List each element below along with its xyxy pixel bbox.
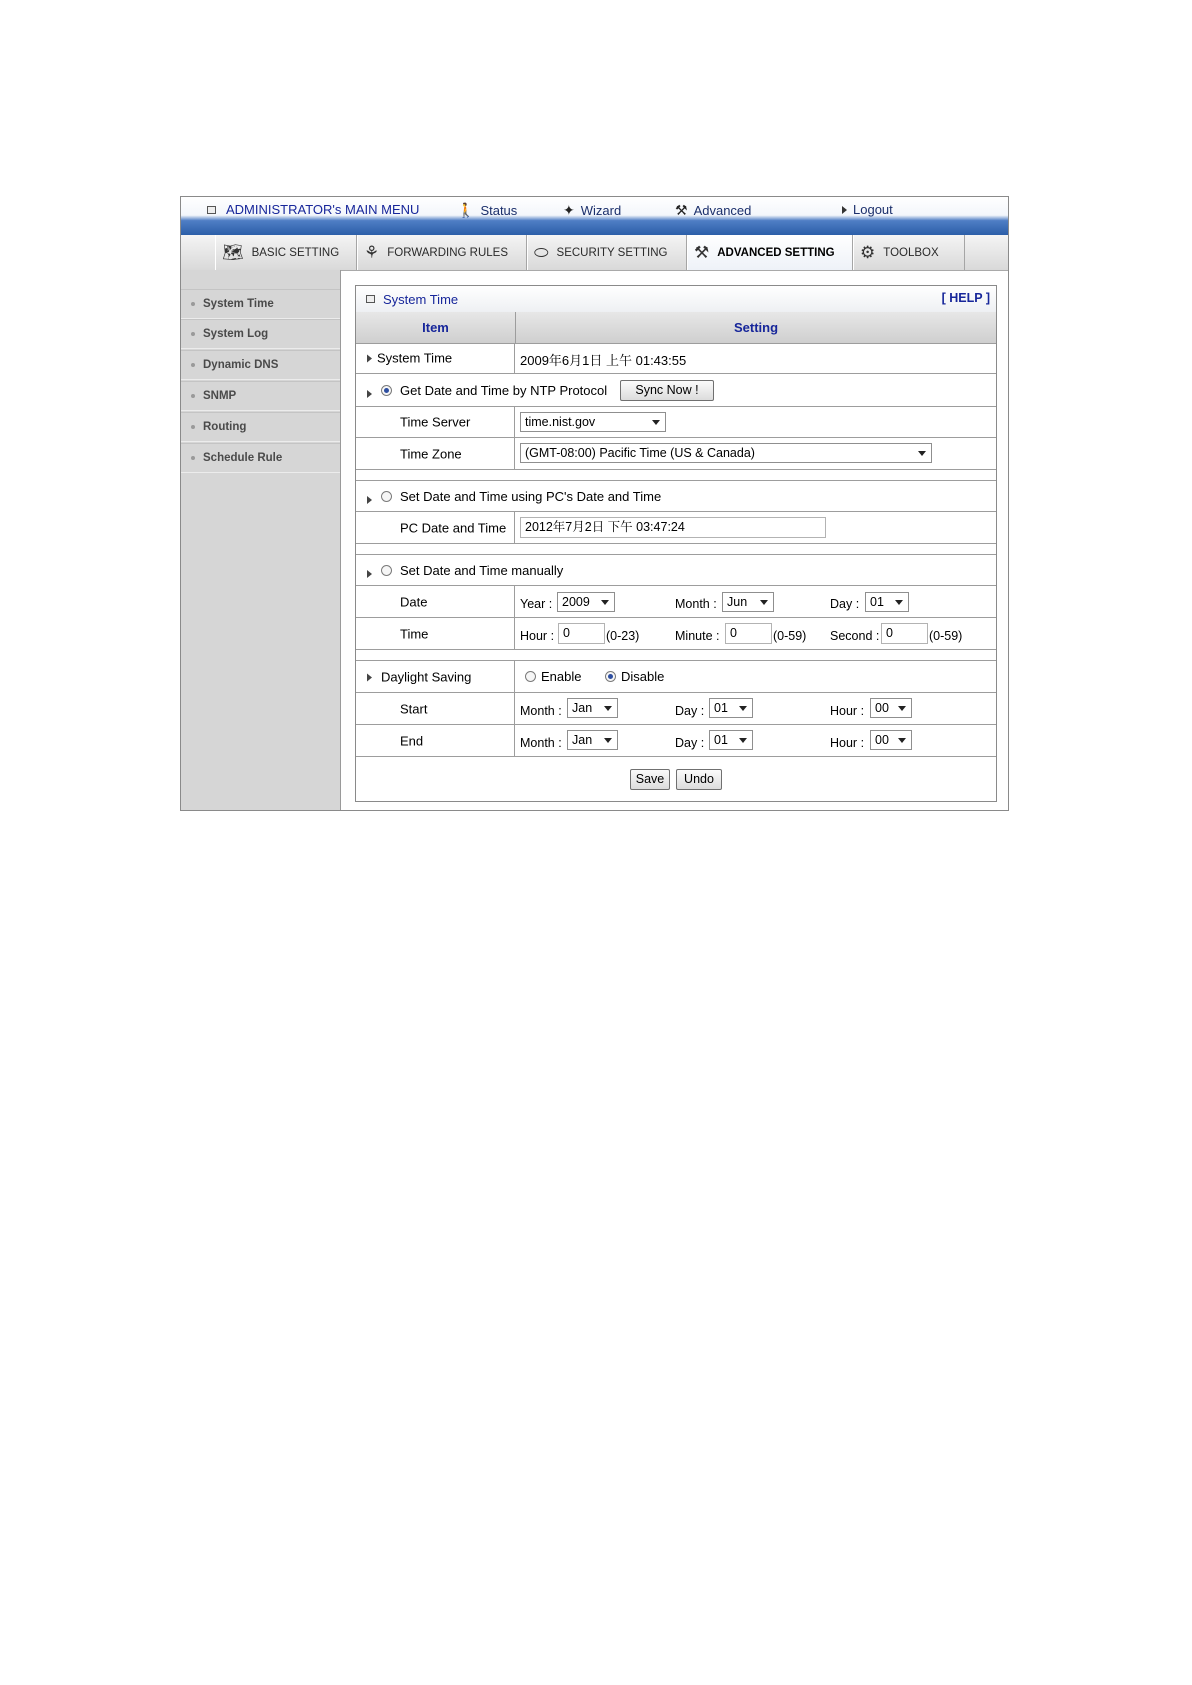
- time-zone-row: [356, 438, 996, 470]
- wizard-link[interactable]: ✦ Wizard: [563, 202, 622, 218]
- settings-tab-bar: [181, 235, 1008, 271]
- row-arrow-icon: [367, 496, 372, 504]
- ntp-label: Get Date and Time by NTP Protocol: [400, 383, 608, 398]
- ntp-radio[interactable]: [381, 385, 392, 396]
- chevron-down-icon: [739, 706, 747, 711]
- toolbox-icon: ⚙: [860, 242, 876, 262]
- start-day-label: Day :: [675, 704, 705, 718]
- logout-link[interactable]: Logout: [842, 202, 893, 217]
- chevron-down-icon: [918, 451, 926, 456]
- bullet-icon: [191, 425, 195, 429]
- daylight-disable-label: Disable: [621, 669, 665, 684]
- column-header: [356, 312, 996, 344]
- lock-icon: ⬭: [534, 242, 549, 262]
- sidebar-item-system-time[interactable]: System Time: [181, 289, 340, 319]
- year-select[interactable]: 2009: [557, 592, 615, 612]
- sidebar-item-snmp[interactable]: SNMP: [181, 381, 340, 411]
- chevron-down-icon: [601, 600, 609, 605]
- pc-time-radio[interactable]: [381, 491, 392, 502]
- help-link[interactable]: [ HELP ]: [941, 291, 990, 305]
- manual-label: Set Date and Time manually: [400, 563, 564, 578]
- start-day-select[interactable]: 01: [709, 698, 753, 718]
- undo-button[interactable]: Undo: [676, 769, 722, 790]
- col-setting-header: Setting: [733, 320, 779, 335]
- start-hour-select[interactable]: 00: [870, 698, 912, 718]
- end-hour-label: Hour :: [830, 736, 865, 750]
- pc-date-row: [356, 512, 996, 544]
- save-button[interactable]: Save: [630, 769, 670, 790]
- tab-basic-setting[interactable]: 🗺 BASIC SETTING: [215, 235, 357, 270]
- col-item-header: Item: [356, 312, 516, 343]
- chevron-down-icon: [739, 738, 747, 743]
- time-label: Time: [400, 626, 429, 641]
- chevron-down-icon: [895, 600, 903, 605]
- end-month-label: Month :: [520, 736, 562, 750]
- bullet-icon: [191, 302, 195, 306]
- daylight-start-row: [356, 693, 996, 725]
- status-link[interactable]: 🚶 Status: [457, 202, 518, 218]
- month-label: Month :: [675, 597, 717, 611]
- section-divider: [356, 650, 996, 661]
- system-time-value: 2009年6月1日 上午 01:43:55: [520, 353, 687, 368]
- tab-security-setting[interactable]: ⬭ SECURITY SETTING: [527, 235, 687, 270]
- manual-radio[interactable]: [381, 565, 392, 576]
- chevron-down-icon: [898, 706, 906, 711]
- bullet-icon: [191, 456, 195, 460]
- minute-range: (0-59): [773, 629, 807, 643]
- end-hour-select[interactable]: 00: [870, 730, 912, 750]
- main-menu-bar: [181, 197, 1008, 235]
- end-month-select[interactable]: Jan: [567, 730, 618, 750]
- minute-field[interactable]: 0: [725, 623, 772, 644]
- chevron-down-icon: [760, 600, 768, 605]
- logout-arrow-icon: [842, 206, 847, 214]
- end-label: End: [400, 733, 424, 748]
- tab-forwarding-rules[interactable]: ⚘ FORWARDING RULES: [357, 235, 527, 270]
- bullet-icon: [191, 363, 195, 367]
- pc-time-label: Set Date and Time using PC's Date and Time: [400, 489, 662, 504]
- sidebar-item-routing[interactable]: Routing: [181, 412, 340, 442]
- pc-date-label: PC Date and Time: [400, 520, 507, 535]
- panel-square-icon: [366, 295, 375, 303]
- panel-header: [356, 286, 996, 313]
- time-server-label: Time Server: [400, 414, 471, 430]
- sidebar: [181, 270, 341, 811]
- date-label: Date: [400, 594, 428, 609]
- hour-field[interactable]: 0: [558, 623, 605, 644]
- chevron-down-icon: [652, 420, 660, 425]
- system-time-label: System Time: [377, 350, 453, 366]
- start-month-select[interactable]: Jan: [567, 698, 618, 718]
- menu-square-icon: [207, 206, 216, 214]
- chevron-down-icon: [898, 738, 906, 743]
- tab-toolbox[interactable]: ⚙ TOOLBOX: [853, 235, 965, 270]
- row-arrow-icon: [367, 390, 372, 398]
- ntp-row: [356, 374, 996, 407]
- sidebar-item-dynamic-dns[interactable]: Dynamic DNS: [181, 350, 340, 380]
- advanced-icon: ⚒: [694, 242, 710, 262]
- advanced-link[interactable]: ⚒ Advanced: [675, 202, 752, 218]
- start-hour-label: Hour :: [830, 704, 865, 718]
- start-label: Start: [400, 701, 428, 716]
- router-admin-window: [180, 196, 1009, 811]
- person-icon: 🚶: [457, 202, 475, 218]
- bullet-icon: [191, 332, 195, 336]
- compass-icon: ⚘: [364, 242, 380, 262]
- section-divider: [356, 470, 996, 481]
- pc-date-field[interactable]: 2012年7月2日 下午 03:47:24: [520, 517, 826, 538]
- row-arrow-icon: [367, 355, 372, 363]
- second-range: (0-59): [929, 629, 963, 643]
- month-select[interactable]: Jun: [722, 592, 774, 612]
- daylight-enable-radio[interactable]: [525, 671, 536, 682]
- chevron-down-icon: [604, 738, 612, 743]
- sidebar-item-system-log[interactable]: System Log: [181, 319, 340, 349]
- page-title: System Time: [383, 291, 459, 307]
- daylight-row: [356, 661, 996, 693]
- time-server-select[interactable]: time.nist.gov: [520, 412, 666, 432]
- main-menu-link[interactable]: ADMINISTRATOR's MAIN MENU: [207, 202, 419, 217]
- second-label: Second :: [830, 629, 880, 643]
- bullet-icon: [191, 394, 195, 398]
- chevron-down-icon: [604, 706, 612, 711]
- start-month-label: Month :: [520, 704, 562, 718]
- minute-label: Minute :: [675, 629, 720, 643]
- time-row: [356, 618, 996, 650]
- system-time-panel: [355, 285, 997, 802]
- day-select[interactable]: 01: [865, 592, 909, 612]
- end-day-select[interactable]: 01: [709, 730, 753, 750]
- sync-now-button[interactable]: Sync Now !: [620, 380, 714, 401]
- daylight-label: Daylight Saving: [381, 669, 472, 684]
- date-row: [356, 586, 996, 618]
- year-label: Year :: [520, 597, 553, 611]
- section-divider: [356, 544, 996, 555]
- daylight-disable-radio[interactable]: [605, 671, 616, 682]
- daylight-end-row: [356, 725, 996, 757]
- daylight-enable-label: Enable: [541, 669, 582, 684]
- pc-time-row: [356, 481, 996, 512]
- hour-range: (0-23): [606, 629, 640, 643]
- tab-advanced-setting[interactable]: ⚒ ADVANCED SETTING: [687, 235, 853, 270]
- manual-row: [356, 555, 996, 586]
- row-arrow-icon: [367, 570, 372, 578]
- time-server-row: [356, 407, 996, 438]
- row-arrow-icon: [367, 673, 372, 681]
- system-time-row: [356, 343, 996, 374]
- hour-label: Hour :: [520, 629, 555, 643]
- wizard-icon: ✦: [563, 202, 575, 218]
- time-zone-select[interactable]: (GMT-08:00) Pacific Time (US & Canada): [520, 443, 932, 463]
- map-icon: 🗺: [222, 242, 244, 262]
- day-label: Day :: [830, 597, 860, 611]
- sidebar-item-schedule-rule[interactable]: Schedule Rule: [181, 443, 340, 473]
- second-field[interactable]: 0: [881, 623, 928, 644]
- time-zone-label: Time Zone: [400, 446, 462, 461]
- end-day-label: Day :: [675, 736, 705, 750]
- advanced-icon: ⚒: [675, 202, 688, 218]
